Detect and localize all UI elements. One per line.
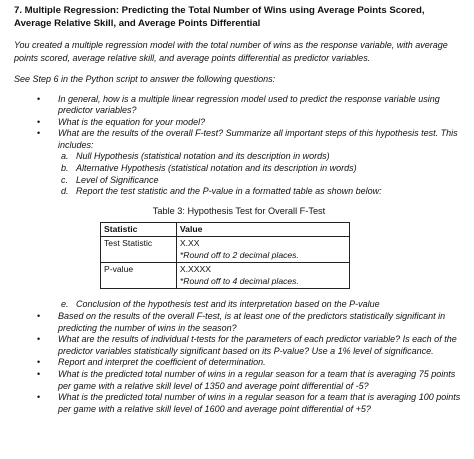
sub-item xyxy=(58,186,464,198)
sub-item-marker: e. xyxy=(61,299,69,310)
value-note: *Round off to 4 decimal places. xyxy=(179,275,299,286)
sub-item xyxy=(58,163,464,175)
bullet-icon: • xyxy=(37,128,41,139)
question-item xyxy=(14,357,464,369)
sub-item-marker: b. xyxy=(61,163,69,174)
sub-item xyxy=(58,151,464,163)
bullet-icon: • xyxy=(37,392,41,403)
statistic-cell: Test Statistic xyxy=(101,237,177,263)
bullet-icon: • xyxy=(37,116,41,127)
instruction-line: See Step 6 in the Python script to answer the following questions: xyxy=(14,74,276,84)
sub-item-marker: c. xyxy=(61,174,69,185)
question-item xyxy=(14,369,464,392)
sub-item-text: Alternative Hypothesis (statistical notation and its description in words) xyxy=(76,163,357,174)
sub-item-text: Level of Significance xyxy=(76,174,159,185)
table-header-row xyxy=(101,222,350,237)
question-text: In general, how is a multiple linear regression model used to predict the response variable using predictor variables? xyxy=(58,93,440,116)
value-text: X.XXXX xyxy=(179,264,211,275)
table-row xyxy=(101,263,350,289)
question-item xyxy=(14,392,464,415)
sub-item xyxy=(58,175,464,187)
question-text: What is the equation for your model? xyxy=(58,116,206,127)
question-text: Based on the results of the overall F-test, is at least one of the predictors statistically significant in predicting the number of wins in the season? xyxy=(58,310,446,333)
value-text: X.XX xyxy=(179,238,200,249)
sub-item-list-e xyxy=(58,299,464,311)
question-list-bottom xyxy=(14,311,464,415)
sub-item xyxy=(58,299,464,311)
table-row xyxy=(101,237,350,263)
bullet-icon: • xyxy=(37,310,41,321)
question-text: Report and interpret the coefficient of determination. xyxy=(58,357,266,368)
bullet-icon: • xyxy=(37,357,41,368)
value-cell xyxy=(176,263,349,289)
question-list-top xyxy=(14,94,464,198)
question-text: What is the predicted total number of wins in a regular season for a team that is averaging 100 points per game with a relative skill level of 1600 and average point differential of +5? xyxy=(58,392,461,414)
question-item xyxy=(14,334,464,357)
table-caption: Table 3: Hypothesis Test for Overall F-Test xyxy=(152,205,326,216)
question-item xyxy=(14,311,464,334)
sub-item-marker: a. xyxy=(61,151,69,162)
bullet-icon: • xyxy=(37,334,41,345)
question-text: What are the results of the overall F-test? Summarize all important steps of this hypothesis test. This includes: xyxy=(58,128,458,150)
bullet-icon: • xyxy=(37,368,41,379)
sub-item-text: Null Hypothesis (statistical notation and its description in words) xyxy=(76,151,330,162)
value-cell xyxy=(176,237,349,263)
hypothesis-test-table xyxy=(100,222,350,290)
value-note: *Round off to 2 decimal places. xyxy=(179,249,299,260)
question-item xyxy=(14,128,464,198)
intro-paragraph: You created a multiple regression model with the total number of wins as the response variable, with average points scored, average relative skill, and average points differential as predictor variables. xyxy=(14,40,448,63)
bullet-icon: • xyxy=(37,93,41,104)
question-item xyxy=(14,94,464,117)
sub-item-list xyxy=(58,151,464,197)
sub-item-text: Conclusion of the hypothesis test and its interpretation based on the P-value xyxy=(76,299,380,310)
sub-item-text: Report the test statistic and the P-value in a formatted table as shown below: xyxy=(76,186,382,197)
column-header-value: Value xyxy=(176,222,349,237)
question-text: What are the results of individual t-tests for the parameters of each predictor variable? Is each of the predictor variables statistically significant based on its P-value? Use a 1% level of significance. xyxy=(58,334,457,356)
statistic-cell: P-value xyxy=(101,263,177,289)
question-text: What is the predicted total number of wins in a regular season for a team that is averaging 75 points per game with a relative skill level of 1350 and average point differential of -5? xyxy=(58,368,456,391)
column-header-statistic: Statistic xyxy=(101,222,177,237)
sub-item-marker: d. xyxy=(61,186,69,197)
question-item xyxy=(14,117,464,129)
section-heading: 7. Multiple Regression: Predicting the Total Number of Wins using Average Points Scored, Average Relative Skill, and Average Points Differential xyxy=(14,5,425,29)
